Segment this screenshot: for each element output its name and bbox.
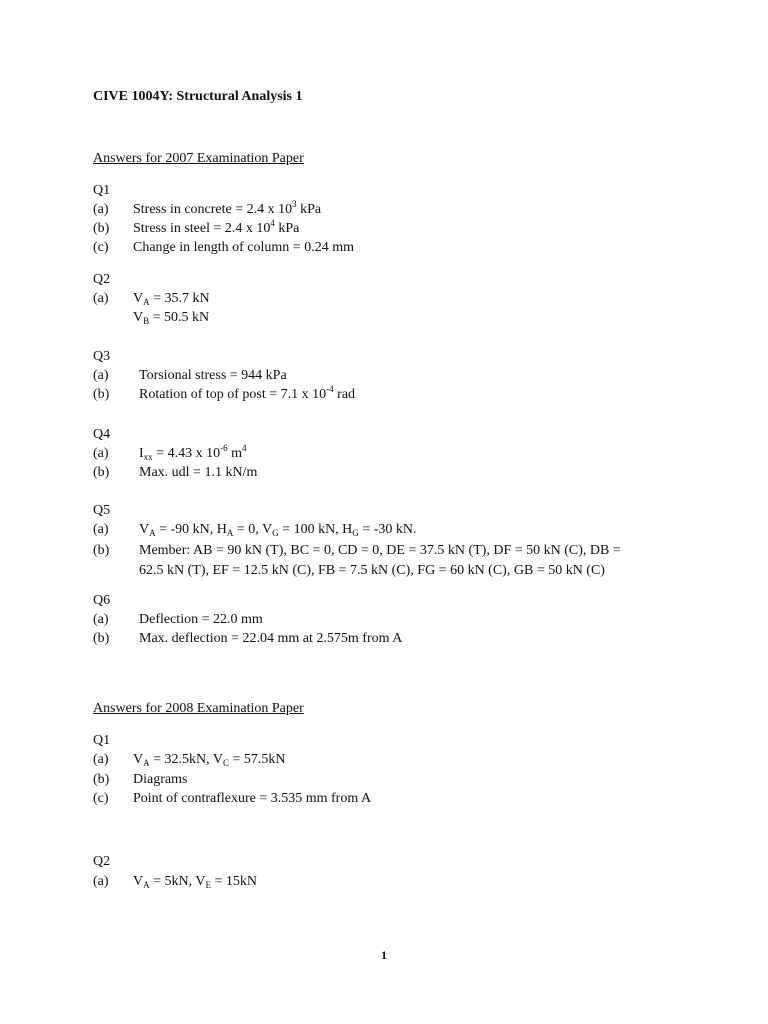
answer-tag: (b) (93, 543, 110, 558)
question-label: Q2 (93, 272, 111, 287)
answer-text: Point of contraflexure = 3.535 mm from A (133, 791, 372, 806)
answer-text: Change in length of column = 0.24 mm (133, 240, 354, 255)
answer-text: Max. deflection = 22.04 mm at 2.575m from A (139, 631, 403, 646)
answer-text: Member: AB = 90 kN (T), BC = 0, CD = 0, DE = 37.5 kN (T), DF = 50 kN (C), DB = (139, 543, 621, 558)
answer-tag: (a) (93, 202, 109, 217)
question-label: Q4 (93, 427, 111, 442)
answer-tag: (c) (93, 791, 109, 806)
section-heading-2008: Answers for 2008 Examination Paper (93, 701, 304, 716)
answer-tag: (a) (93, 291, 109, 306)
answer-text: Torsional stress = 944 kPa (139, 368, 287, 383)
answer-text: Deflection = 22.0 mm (139, 612, 263, 627)
document-title: CIVE 1004Y: Structural Analysis 1 (93, 89, 303, 104)
answer-tag: (b) (93, 465, 110, 480)
question-label: Q5 (93, 503, 111, 518)
answer-tag: (a) (93, 446, 109, 461)
answer-text: $V_A = 32.5kN$, $V_C = 57.5kN$ (133, 752, 286, 768)
question-label: Q6 (93, 593, 111, 608)
answer-tag: (a) (93, 522, 109, 537)
question-label: Q1 (93, 183, 111, 198)
answer-tag: (a) (93, 752, 109, 767)
answer-tag: (b) (93, 387, 110, 402)
question-label: Q1 (93, 733, 111, 748)
question-label: Q3 (93, 349, 111, 364)
answer-text: Stress in concrete = 2.4 x $10^3$ kPa (133, 199, 322, 217)
answer-text: Diagrams (133, 772, 188, 787)
answer-tag: (b) (93, 772, 110, 787)
answer-text: $V_A = 35.7$ kN (133, 291, 210, 307)
answer-text: Rotation of top of post = 7.1 x $10^{-4}$ rad (139, 384, 356, 402)
answer-text: $I_{xx} = 4.43$ x $10^{-6}$ $m^4$ (139, 443, 247, 462)
answer-text: Stress in steel = 2.4 x $10^4$ kPa (133, 218, 300, 236)
answer-tag: (a) (93, 368, 109, 383)
answer-tag: (b) (93, 221, 110, 236)
answer-text: $V_A = -90$ kN, $H_A = 0$, $V_G = 100$ kN, $H_G = -30$ kN. (139, 522, 417, 538)
answer-tag: (a) (93, 612, 109, 627)
answer-tag: (c) (93, 240, 109, 255)
answer-tag: (b) (93, 631, 110, 646)
question-label: Q2 (93, 854, 111, 869)
section-heading-2007: Answers for 2007 Examination Paper (93, 151, 304, 166)
answer-text: $V_B = 50.5$ kN (133, 310, 210, 326)
page-number: 1 (381, 948, 387, 962)
answer-text: Max. udl = 1.1 kN/m (139, 465, 258, 480)
answer-tag: (a) (93, 874, 109, 889)
answer-text: $V_A = 5kN$, $V_E = 15kN$ (133, 874, 258, 890)
answer-text: 62.5 kN (T), EF = 12.5 kN (C), FB = 7.5 kN (C), FG = 60 kN (C), GB = 50 kN (C) (139, 563, 605, 578)
